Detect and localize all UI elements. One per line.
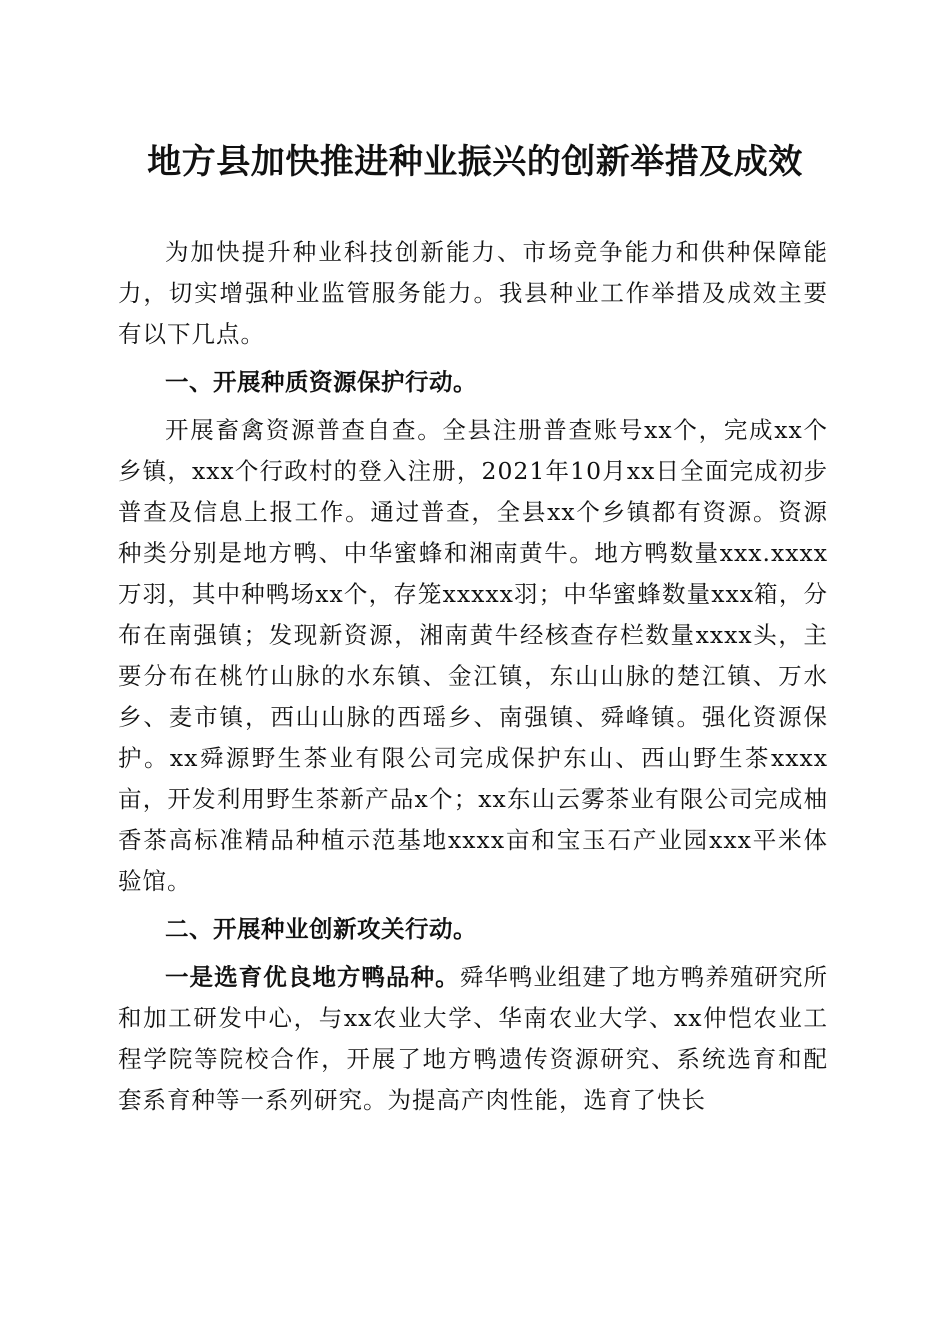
document-body [118, 232, 828, 1121]
section-1-paragraph: 开展畜禽资源普查自查。全县注册普查账号xx个，完成xx个乡镇，xxx个行政村的登入注册，2021年10月xx日全面完成初步普查及信息上报工作。通过普查，全县xx个乡镇都有资源。资源种类分别是地方鸭、中华蜜蜂和湘南黄牛。地方鸭数量xxx.xxxx万羽，其中种鸭场xx个，存笼xxxxx羽；中华蜜蜂数量xxx箱，分布在南强镇；发现新资源，湘南黄牛经核查存栏数量xxxx头，主要分布在桃竹山脉的水东镇、金江镇，东山山脉的楚江镇、万水乡、麦市镇，西山山脉的西瑶乡、南强镇、舜峰镇。强化资源保护。xx舜源野生茶业有限公司完成保护东山、西山野生茶xxxx亩，开发利用野生茶新产品x个；xx东山云雾茶业有限公司完成柚香茶高标准精品种植示范基地xxxx亩和宝玉石产业园xxx平米体验馆。 [118, 416, 828, 895]
section-1-heading: 一、开展种质资源保护行动。 [165, 368, 477, 396]
section-2-heading: 二、开展种业创新攻关行动。 [165, 915, 477, 943]
section-2-paragraph-text: 舜华鸭业组建了地方鸭养殖研究所和加工研发中心，与xx农业大学、华南农业大学、xx仲恺农业工程学院等院校合作，开展了地方鸭遗传资源研究、系统选育和配套系育种等一系列研究。为提高产肉性能，选育了快长 [118, 963, 829, 1114]
document-title: 地方县加快推进种业振兴的创新举措及成效 [147, 142, 803, 182]
section-2-lead-phrase: 一是选育优良地方鸭品种。 [165, 963, 460, 991]
section-2-paragraph [118, 957, 828, 1121]
intro-paragraph: 为加快提升种业科技创新能力、市场竞争能力和供种保障能力，切实增强种业监管服务能力。我县种业工作举措及成效主要有以下几点。 [118, 238, 828, 348]
